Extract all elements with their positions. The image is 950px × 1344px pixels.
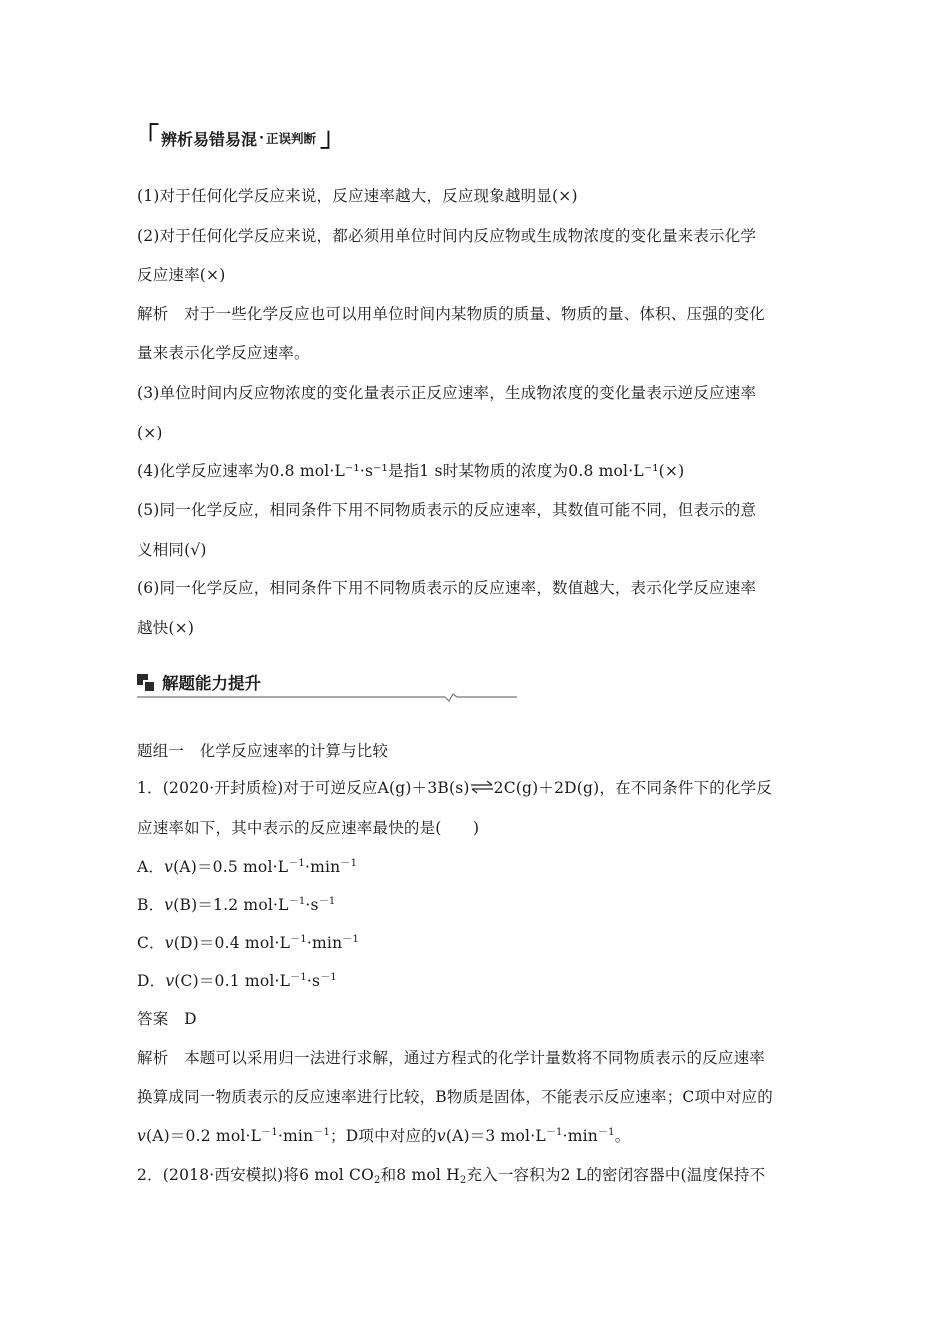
judgment-line: (4)化学反应速率为0.8 mol·L⁻¹·s⁻¹是指1 s时某物质的浓度为0.8 mol·L⁻¹(×) [137, 462, 685, 480]
unit-exponent: －1 [288, 858, 305, 869]
question-1-text: 1．(2020·开封质检)对于可逆反应A(g)＋3B(s) [137, 779, 470, 797]
judgment-header-dot: · [259, 130, 264, 146]
analysis-text: (A)＝0.2 mol·L [145, 1127, 262, 1145]
analysis-line [137, 1126, 817, 1146]
option-value: (C)＝0.1 mol·L [174, 972, 291, 990]
subscript: 2 [459, 1175, 467, 1186]
option-label: B． [137, 896, 165, 914]
judgment-line: (2)对于任何化学反应来说，都必须用单位时间内反应物或生成物浓度的变化量来表示化学 [137, 227, 757, 245]
unit-exponent: －1 [340, 858, 358, 869]
judgment-line: 解析 对于一些化学反应也可以用单位时间内某物质的质量、物质的量、体积、压强的变化 [137, 305, 766, 323]
left-bracket-icon: 「 [133, 123, 160, 153]
reversible-arrow-icon [470, 780, 494, 794]
option-unit: ·min [305, 858, 341, 876]
option-unit: ·min [306, 934, 343, 952]
question-2-text: 和8 mol H [380, 1166, 460, 1184]
question-1-text-cont: 2C(g)＋2D(g)，在不同条件下的化学反 [493, 779, 773, 797]
option-label: D． [137, 972, 166, 990]
option-d [137, 971, 817, 991]
unit-exponent: －1 [318, 896, 336, 907]
option-c [137, 933, 817, 953]
judgment-line: (5)同一化学反应，相同条件下用不同物质表示的反应速率，其数值可能不同，但表示的意 [137, 501, 757, 519]
judgment-header-title: 辨析易错易混 [161, 129, 258, 149]
question-2-line-1 [137, 1165, 817, 1185]
judgment-line: 反应速率(×) [137, 266, 226, 284]
analysis-line: 换算成同一物质表示的反应速率进行比较，B物质是固体，不能表示反应速率；C项中对应的 [137, 1088, 773, 1106]
judgment-line: (3)单位时间内反应物浓度的变化量表示正反应速率，生成物浓度的变化量表示逆反应速率 [137, 384, 757, 402]
question-2-text: 2．(2018·西安模拟)将6 mol CO [137, 1166, 374, 1184]
section-square-icon [137, 674, 154, 691]
option-value: (A)＝0.5 mol·L [173, 858, 289, 876]
judgment-line: 越快(×) [137, 619, 195, 637]
option-unit: ·s [305, 896, 319, 914]
question-1-line-2: 应速率如下，其中表示的反应速率最快的是( ) [137, 819, 480, 837]
option-unit: ·s [306, 972, 321, 990]
judgment-header [133, 124, 346, 152]
answer-line: 答案 D [137, 1010, 197, 1028]
analysis-text: 。 [614, 1127, 631, 1145]
option-value: (D)＝0.4 mol·L [173, 934, 291, 952]
judgment-header-subtitle: 正误判断 [265, 131, 316, 146]
analysis-text: ·min [562, 1127, 598, 1145]
option-label: A． [137, 858, 165, 876]
rate-symbol: v [436, 1127, 446, 1145]
unit-exponent: －1 [597, 1127, 615, 1138]
rate-symbol: v [164, 858, 174, 876]
option-a [137, 857, 817, 877]
subscript: 2 [374, 1175, 381, 1186]
rate-symbol: v [165, 972, 175, 990]
analysis-text: ·min [277, 1127, 314, 1145]
judgment-line: 义相同(√) [137, 541, 207, 559]
section-header [137, 670, 261, 694]
section-divider [137, 693, 517, 705]
unit-exponent: －1 [313, 1127, 331, 1138]
unit-exponent: －1 [342, 934, 360, 945]
judgment-line: (×) [137, 424, 163, 442]
right-bracket-icon: 」 [320, 123, 347, 153]
unit-exponent: －1 [320, 972, 337, 983]
unit-exponent: －1 [261, 1127, 278, 1138]
rate-symbol: v [137, 1127, 146, 1145]
unit-exponent: －1 [290, 972, 307, 983]
rate-symbol: v [164, 934, 174, 952]
analysis-text: ；D项中对应的 [330, 1127, 437, 1145]
unit-exponent: －1 [290, 934, 307, 945]
section-title: 解题能力提升 [162, 674, 261, 693]
analysis-text: (A)＝3 mol·L [445, 1127, 546, 1145]
unit-exponent: －1 [545, 1127, 563, 1138]
question-2-text: 充入一容积为2 L的密闭容器中(温度保持不 [466, 1166, 766, 1184]
judgment-line: (6)同一化学反应，相同条件下用不同物质表示的反应速率，数值越大，表示化学反应速率 [137, 579, 757, 597]
option-b [137, 895, 817, 915]
problem-group-title: 题组一 化学反应速率的计算与比较 [137, 742, 389, 760]
analysis-line: 解析 本题可以采用归一法进行求解，通过方程式的化学计量数将不同物质表示的反应速率 [137, 1049, 766, 1067]
unit-exponent: －1 [288, 896, 306, 907]
option-label: C． [137, 934, 165, 952]
judgment-line: 量来表示化学反应速率。 [137, 344, 310, 362]
rate-symbol: v [164, 896, 174, 914]
judgment-line: (1)对于任何化学反应来说，反应速率越大，反应现象越明显(×) [137, 187, 578, 205]
option-value: (B)＝1.2 mol·L [173, 896, 289, 914]
question-1-line-1 [137, 778, 817, 798]
